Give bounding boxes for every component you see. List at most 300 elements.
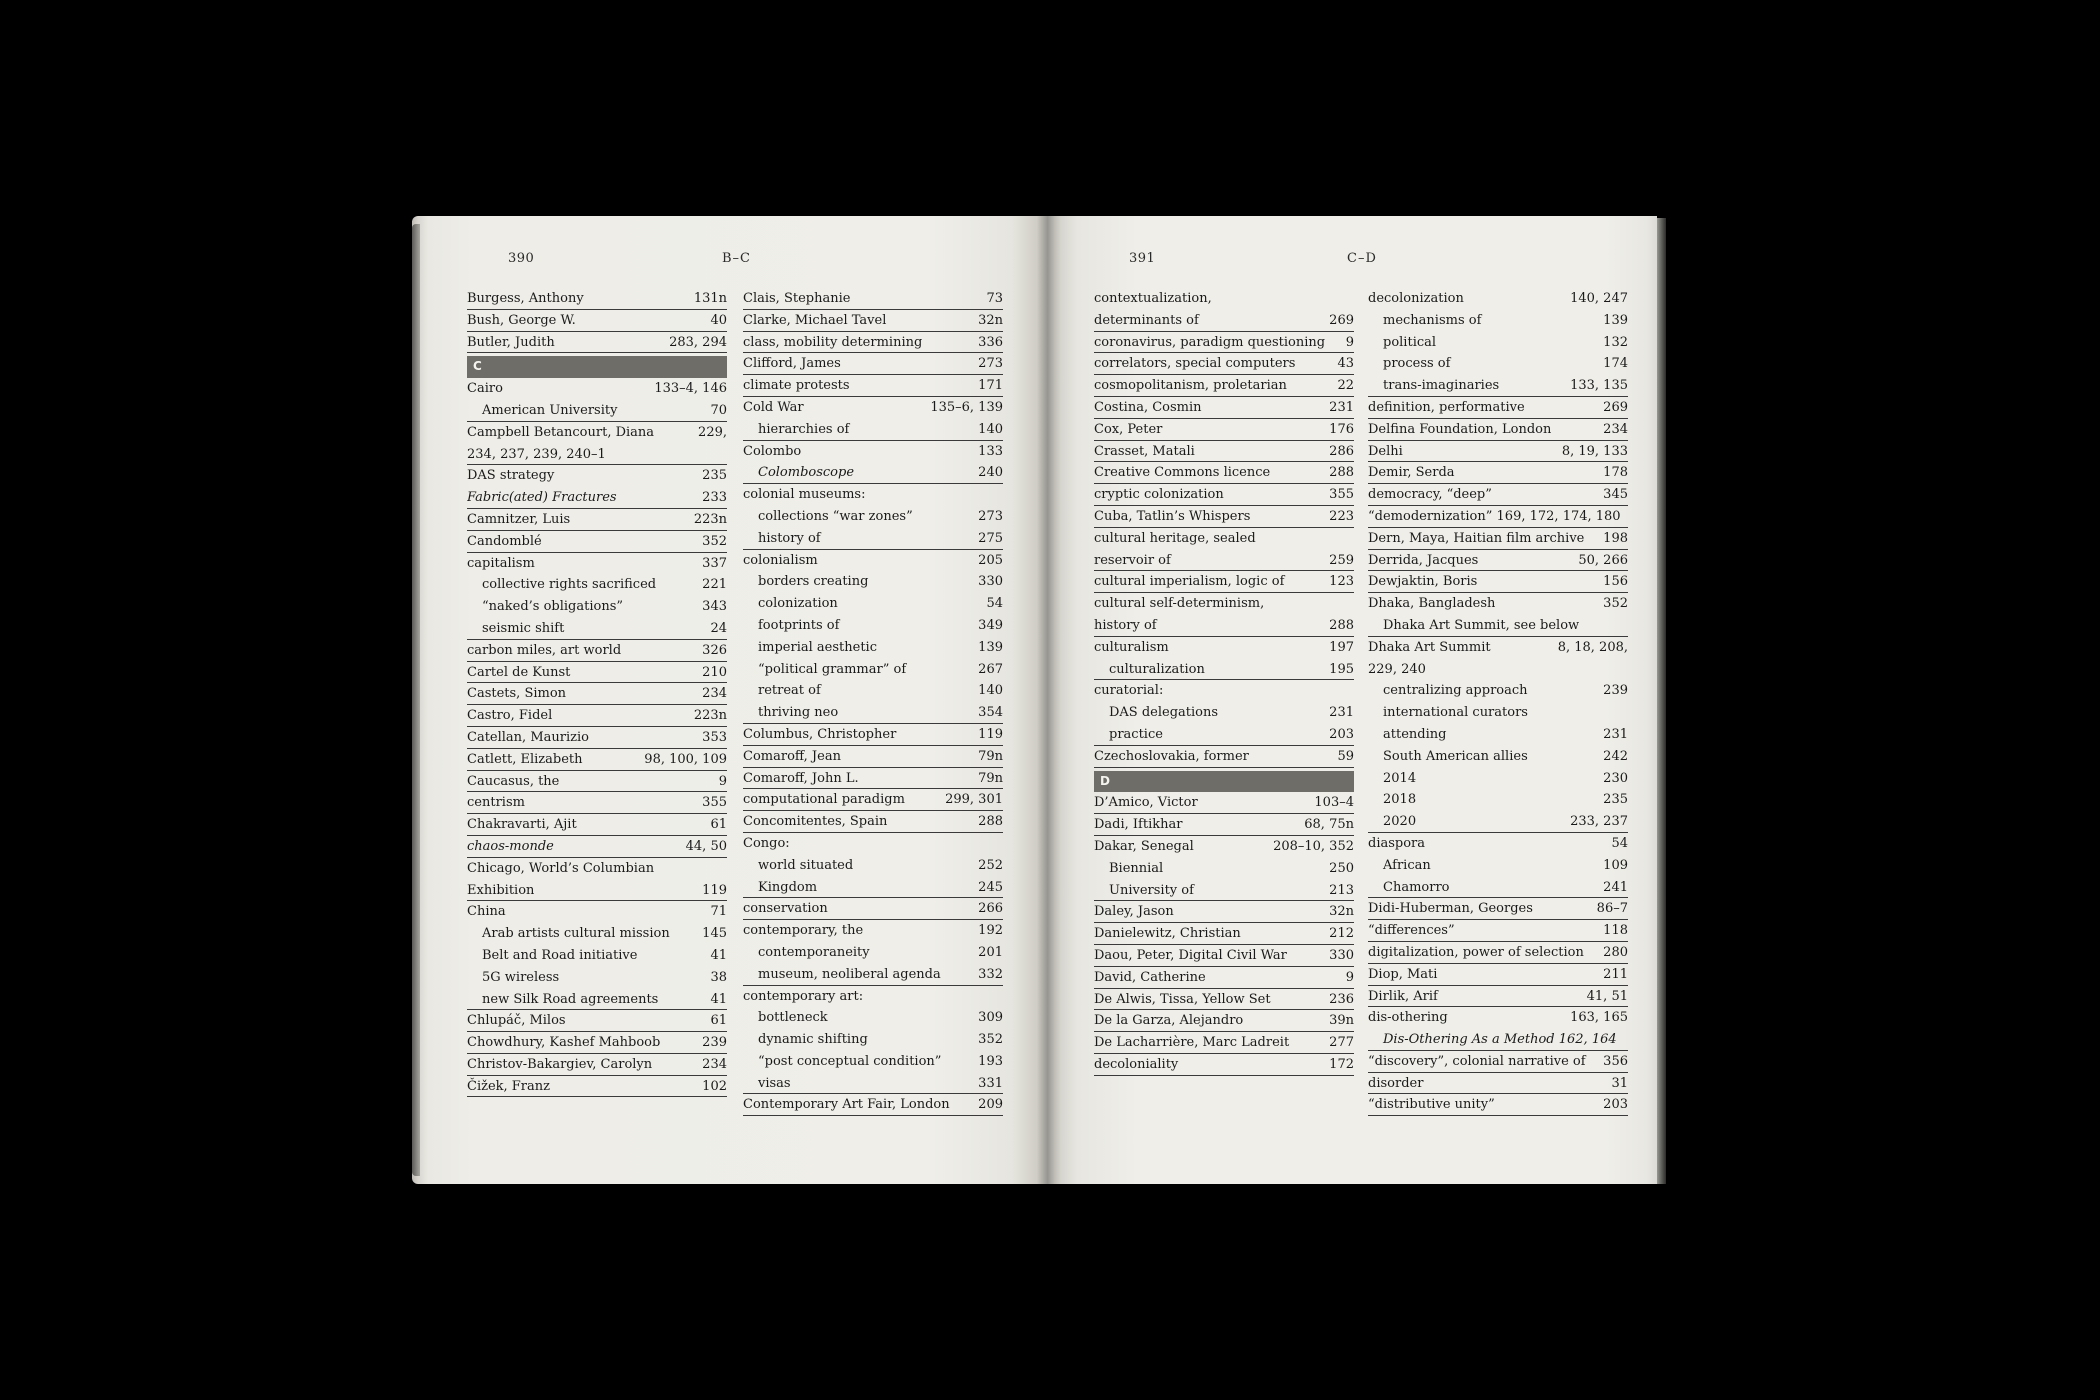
index-entry bbox=[1094, 375, 1354, 397]
index-page-refs: 356 bbox=[1603, 1053, 1628, 1069]
index-page-refs: 193 bbox=[978, 1053, 1003, 1069]
index-entry bbox=[1094, 593, 1354, 615]
index-entry bbox=[1368, 441, 1628, 463]
index-entry bbox=[1094, 880, 1354, 902]
index-term: Chamorro bbox=[1383, 879, 1450, 895]
index-term: decoloniality bbox=[1094, 1056, 1179, 1072]
index-page-refs: 250 bbox=[1329, 860, 1354, 876]
index-entry bbox=[1368, 898, 1628, 920]
index-page-refs: 286 bbox=[1329, 443, 1354, 459]
index-term: footprints of bbox=[758, 617, 840, 633]
index-term: centrism bbox=[467, 795, 525, 811]
index-page-refs: 22 bbox=[1337, 378, 1354, 394]
index-term: “political grammar” of bbox=[758, 661, 907, 677]
index-page-refs: 277 bbox=[1329, 1035, 1354, 1051]
index-page-refs: 269 bbox=[1329, 312, 1354, 328]
index-entry bbox=[467, 574, 727, 596]
index-page-refs: 205 bbox=[978, 552, 1003, 568]
index-term: Cartel de Kunst bbox=[467, 664, 571, 680]
index-entry bbox=[743, 441, 1003, 463]
index-page-refs: 210 bbox=[702, 664, 727, 680]
index-term: practice bbox=[1109, 726, 1163, 742]
index-page-refs: 326 bbox=[702, 642, 727, 658]
index-entry bbox=[743, 986, 1003, 1008]
index-entry bbox=[467, 792, 727, 814]
index-term: cultural imperialism, logic of bbox=[1094, 574, 1285, 590]
index-term: Dewjaktin, Boris bbox=[1368, 574, 1478, 590]
index-page-refs: 331 bbox=[978, 1075, 1003, 1091]
index-page-refs: 209 bbox=[978, 1097, 1003, 1113]
index-term: Daou, Peter, Digital Civil War bbox=[1094, 947, 1287, 963]
index-page-refs: 171 bbox=[978, 378, 1003, 394]
index-term: process of bbox=[1383, 356, 1451, 372]
index-entry bbox=[467, 814, 727, 836]
index-term: Demir, Serda bbox=[1368, 465, 1455, 481]
index-entry bbox=[467, 727, 727, 749]
index-term: Comaroff, Jean bbox=[743, 748, 841, 764]
index-page-refs: 73 bbox=[986, 291, 1003, 306]
index-term: Derrida, Jacques bbox=[1368, 552, 1479, 568]
index-section-heading bbox=[1094, 771, 1354, 793]
index-term: computational paradigm bbox=[743, 792, 905, 808]
index-entry bbox=[1368, 1029, 1628, 1051]
index-page-refs: 233 bbox=[702, 490, 727, 506]
index-entry bbox=[743, 768, 1003, 790]
index-entry bbox=[743, 898, 1003, 920]
index-term: Cuba, Tatlin’s Whispers bbox=[1094, 508, 1251, 524]
right-folio: 391 bbox=[1129, 251, 1156, 266]
index-page-refs: 229, bbox=[698, 424, 727, 440]
index-page-refs: 239 bbox=[702, 1035, 727, 1051]
index-page-refs: 252 bbox=[978, 857, 1003, 873]
index-entry bbox=[1368, 528, 1628, 550]
index-entry bbox=[467, 618, 727, 640]
index-page-refs: 8, 19, 133 bbox=[1561, 443, 1628, 459]
index-term: 2020 bbox=[1383, 814, 1417, 830]
section-letter: C bbox=[473, 359, 482, 374]
index-page-refs: 86–7 bbox=[1596, 901, 1628, 917]
index-page-refs: 234 bbox=[702, 686, 727, 702]
index-entry bbox=[1368, 550, 1628, 572]
index-entry bbox=[743, 637, 1003, 659]
index-term: Caucasus, the bbox=[467, 773, 560, 789]
index-term: DAS strategy bbox=[467, 468, 555, 484]
index-term: cosmopolitanism, proletarian bbox=[1094, 378, 1287, 394]
index-term: Delhi bbox=[1368, 443, 1403, 459]
index-term: disorder bbox=[1368, 1075, 1424, 1091]
index-page-refs: 118 bbox=[1603, 923, 1628, 939]
index-entry bbox=[1094, 724, 1354, 746]
index-term: Comaroff, John L. bbox=[743, 770, 859, 786]
index-page-refs: 32n bbox=[978, 312, 1003, 328]
index-term: Castro, Fidel bbox=[467, 708, 553, 724]
index-term: “post conceptual condition” bbox=[758, 1053, 942, 1069]
index-entry bbox=[1094, 637, 1354, 659]
index-entry bbox=[1368, 877, 1628, 899]
index-entry bbox=[1368, 615, 1628, 637]
index-term: history of bbox=[1094, 617, 1157, 633]
index-term: “naked’s obligations” bbox=[482, 599, 624, 615]
index-section-heading bbox=[467, 356, 727, 378]
index-term: determinants of bbox=[1094, 312, 1199, 328]
index-term: colonization bbox=[758, 596, 838, 612]
index-term: mechanisms of bbox=[1383, 312, 1482, 328]
index-entry bbox=[1094, 836, 1354, 858]
index-page-refs: 283, 294 bbox=[669, 334, 727, 350]
index-term: Crasset, Matali bbox=[1094, 443, 1195, 459]
index-entry bbox=[743, 1094, 1003, 1116]
index-entry bbox=[467, 332, 727, 354]
index-entry bbox=[467, 465, 727, 487]
index-page-refs: 275 bbox=[978, 530, 1003, 546]
index-entry bbox=[743, 506, 1003, 528]
index-term: imperial aesthetic bbox=[758, 639, 877, 655]
index-page-refs: 133 bbox=[978, 443, 1003, 459]
index-entry bbox=[1368, 789, 1628, 811]
index-page-refs: 163, 165 bbox=[1570, 1010, 1628, 1026]
index-term: De Lacharrière, Marc Ladreit bbox=[1094, 1035, 1290, 1051]
index-term: cultural heritage, sealed bbox=[1094, 530, 1256, 546]
index-entry bbox=[467, 858, 727, 880]
index-entry bbox=[743, 680, 1003, 702]
left-page-edge bbox=[412, 224, 420, 1176]
left-column-2 bbox=[743, 288, 1003, 1116]
index-page-refs: 355 bbox=[702, 795, 727, 811]
index-entry bbox=[1094, 901, 1354, 923]
index-page-refs: 140, 247 bbox=[1570, 291, 1628, 306]
index-term: American University bbox=[482, 402, 618, 418]
index-entry bbox=[1368, 506, 1628, 528]
index-page-refs: 123 bbox=[1329, 574, 1354, 590]
index-entry bbox=[743, 746, 1003, 768]
index-page-refs: 337 bbox=[702, 555, 727, 571]
index-entry bbox=[743, 855, 1003, 877]
index-page-refs: 234 bbox=[1603, 421, 1628, 437]
index-term: retreat of bbox=[758, 683, 821, 699]
index-page-refs: 330 bbox=[1329, 947, 1354, 963]
index-term: collective rights sacrificed bbox=[482, 577, 657, 593]
index-entry bbox=[743, 419, 1003, 441]
index-term: Cairo bbox=[467, 381, 503, 397]
index-term: reservoir of bbox=[1094, 552, 1171, 568]
index-term: political bbox=[1383, 334, 1437, 350]
index-entry bbox=[743, 877, 1003, 899]
index-page-refs: 213 bbox=[1329, 882, 1354, 898]
index-page-refs: 203 bbox=[1603, 1097, 1628, 1113]
index-page-refs: 353 bbox=[702, 729, 727, 745]
index-term: Delfina Foundation, London bbox=[1368, 421, 1552, 437]
index-page-refs: 197 bbox=[1329, 639, 1354, 655]
index-entry bbox=[467, 1076, 727, 1098]
index-page-refs: 41 bbox=[710, 947, 727, 963]
index-entry bbox=[743, 659, 1003, 681]
index-page-refs: 44, 50 bbox=[685, 838, 727, 854]
index-entry bbox=[1368, 332, 1628, 354]
index-term: Clifford, James bbox=[743, 356, 841, 372]
index-term: Arab artists cultural mission bbox=[482, 926, 670, 942]
index-entry bbox=[467, 531, 727, 553]
index-term: culturalism bbox=[1094, 639, 1169, 655]
index-page-refs: 38 bbox=[710, 969, 727, 985]
index-entry bbox=[743, 811, 1003, 833]
index-entry bbox=[1368, 659, 1628, 681]
index-term: Colombo bbox=[743, 443, 802, 459]
index-term: 5G wireless bbox=[482, 969, 560, 985]
index-term: De la Garza, Alejandro bbox=[1094, 1013, 1244, 1029]
index-entry bbox=[743, 571, 1003, 593]
index-term: “differences” bbox=[1368, 923, 1455, 939]
index-term: Chowdhury, Kashef Mahboob bbox=[467, 1035, 661, 1051]
index-term: centralizing approach bbox=[1383, 683, 1528, 699]
index-page-refs: 288 bbox=[1329, 617, 1354, 633]
index-page-refs: 192 bbox=[978, 923, 1003, 939]
index-page-refs: 9 bbox=[718, 773, 727, 789]
index-term: Clais, Stephanie bbox=[743, 291, 851, 306]
index-term: Dern, Maya, Haitian film archive bbox=[1368, 530, 1585, 546]
index-entry bbox=[1368, 1007, 1628, 1029]
index-entry bbox=[467, 880, 727, 902]
index-entry bbox=[743, 942, 1003, 964]
index-page-refs: 230 bbox=[1603, 770, 1628, 786]
index-entry bbox=[1368, 375, 1628, 397]
index-page-refs: 288 bbox=[1329, 465, 1354, 481]
index-entry bbox=[743, 702, 1003, 724]
index-page-refs: 133, 135 bbox=[1570, 378, 1628, 394]
index-page-refs: 223n bbox=[693, 511, 727, 527]
index-term: South American allies bbox=[1383, 748, 1528, 764]
index-entry bbox=[467, 771, 727, 793]
index-entry bbox=[467, 683, 727, 705]
index-entry bbox=[1094, 288, 1354, 310]
index-page-refs: 119 bbox=[702, 882, 727, 898]
index-page-refs: 233, 237 bbox=[1570, 814, 1628, 830]
index-term: new Silk Road agreements bbox=[482, 991, 659, 1007]
index-page-refs: 109 bbox=[1603, 857, 1628, 873]
index-term: Danielewitz, Christian bbox=[1094, 926, 1241, 942]
index-term: hierarchies of bbox=[758, 421, 850, 437]
index-term: Concomitentes, Spain bbox=[743, 814, 888, 830]
index-page-refs: 41, 51 bbox=[1586, 988, 1628, 1004]
index-entry bbox=[743, 310, 1003, 332]
index-entry bbox=[467, 945, 727, 967]
index-entry bbox=[467, 640, 727, 662]
index-term: contextualization, bbox=[1094, 291, 1212, 306]
index-term: Costina, Cosmin bbox=[1094, 399, 1202, 415]
open-book bbox=[412, 216, 1666, 1184]
index-entry bbox=[1368, 920, 1628, 942]
index-term: Congo: bbox=[743, 835, 790, 851]
index-term: Christov-Bakargiev, Carolyn bbox=[467, 1056, 653, 1072]
index-entry bbox=[467, 923, 727, 945]
index-entry bbox=[467, 967, 727, 989]
index-entry bbox=[1094, 989, 1354, 1011]
index-page-refs: 221 bbox=[702, 577, 727, 593]
index-entry bbox=[743, 1051, 1003, 1073]
index-page-refs: 259 bbox=[1329, 552, 1354, 568]
index-term: Bush, George W. bbox=[467, 312, 576, 328]
index-entry bbox=[743, 833, 1003, 855]
index-entry bbox=[1368, 397, 1628, 419]
index-entry bbox=[743, 1073, 1003, 1095]
index-term: Columbus, Christopher bbox=[743, 726, 897, 742]
index-page-refs: 8, 18, 208, bbox=[1557, 639, 1628, 655]
index-entry bbox=[1368, 811, 1628, 833]
index-page-refs: 223n bbox=[693, 708, 727, 724]
index-term: Candomblé bbox=[467, 533, 542, 549]
index-page-refs: 352 bbox=[978, 1032, 1003, 1048]
index-term: Chicago, World’s Columbian bbox=[467, 860, 655, 876]
index-page-refs: 267 bbox=[978, 661, 1003, 677]
index-entry bbox=[1094, 310, 1354, 332]
index-entry bbox=[743, 484, 1003, 506]
index-entry bbox=[1094, 571, 1354, 593]
index-entry bbox=[467, 836, 727, 858]
index-page-refs: 131n bbox=[693, 291, 727, 306]
index-entry bbox=[1368, 1073, 1628, 1095]
index-term: definition, performative bbox=[1368, 399, 1525, 415]
index-term: “demodernization” 169, 172, 174, 180 bbox=[1368, 508, 1621, 524]
index-page-refs: 24 bbox=[710, 620, 727, 636]
index-entry bbox=[743, 353, 1003, 375]
index-page-refs: 61 bbox=[710, 1013, 727, 1029]
index-page-refs: 102 bbox=[702, 1078, 727, 1094]
index-entry bbox=[1368, 462, 1628, 484]
index-page-refs: 133–4, 146 bbox=[654, 381, 727, 397]
index-term: D’Amico, Victor bbox=[1094, 795, 1198, 811]
index-page-refs: 288 bbox=[978, 814, 1003, 830]
index-entry bbox=[1094, 506, 1354, 528]
index-page-refs: 273 bbox=[978, 508, 1003, 524]
index-term: climate protests bbox=[743, 378, 850, 394]
index-term: contemporary art: bbox=[743, 988, 864, 1004]
index-term: Dis-Othering As a Method 162, 164 bbox=[1383, 1032, 1617, 1048]
index-term: conservation bbox=[743, 901, 828, 917]
index-page-refs: 71 bbox=[710, 904, 727, 920]
index-entry bbox=[1094, 550, 1354, 572]
index-term: Biennial bbox=[1109, 860, 1164, 876]
index-entry bbox=[1368, 768, 1628, 790]
index-term: 2014 bbox=[1383, 770, 1417, 786]
index-page-refs: 140 bbox=[978, 683, 1003, 699]
index-entry bbox=[743, 397, 1003, 419]
index-entry bbox=[743, 550, 1003, 572]
index-entry bbox=[1368, 637, 1628, 659]
index-page-refs: 31 bbox=[1611, 1075, 1628, 1091]
index-term: Creative Commons licence bbox=[1094, 465, 1271, 481]
index-term: trans-imaginaries bbox=[1383, 378, 1500, 394]
index-term: Catellan, Maurizio bbox=[467, 729, 589, 745]
index-page-refs: 245 bbox=[978, 879, 1003, 895]
index-page-refs: 211 bbox=[1603, 966, 1628, 982]
index-term: University of bbox=[1109, 882, 1194, 898]
index-term: Belt and Road initiative bbox=[482, 947, 638, 963]
left-folio: 390 bbox=[508, 251, 535, 266]
index-term: chaos-monde bbox=[467, 838, 554, 854]
index-page-refs: 336 bbox=[978, 334, 1003, 350]
index-entry bbox=[1368, 353, 1628, 375]
index-term: Clarke, Michael Tavel bbox=[743, 312, 887, 328]
index-page-refs: 345 bbox=[1603, 487, 1628, 503]
index-entry bbox=[1368, 419, 1628, 441]
index-entry bbox=[467, 662, 727, 684]
index-entry bbox=[1094, 814, 1354, 836]
index-page-refs: 241 bbox=[1603, 879, 1628, 895]
index-entry bbox=[467, 553, 727, 575]
index-page-refs: 239 bbox=[1603, 683, 1628, 699]
index-term: Dhaka Art Summit bbox=[1368, 639, 1491, 655]
index-page-refs: 355 bbox=[1329, 487, 1354, 503]
index-term: democracy, “deep” bbox=[1368, 487, 1492, 503]
index-entry bbox=[467, 901, 727, 923]
left-column-1 bbox=[467, 288, 727, 1097]
index-term: African bbox=[1383, 857, 1431, 873]
index-entry bbox=[743, 375, 1003, 397]
index-term: seismic shift bbox=[482, 620, 565, 636]
index-term: Burgess, Anthony bbox=[467, 291, 584, 306]
right-column-1 bbox=[1094, 288, 1354, 1076]
index-term: thriving neo bbox=[758, 705, 839, 721]
index-term: correlators, special computers bbox=[1094, 356, 1296, 372]
index-entry bbox=[1094, 462, 1354, 484]
index-page-refs: 135–6, 139 bbox=[930, 399, 1003, 415]
index-term: attending bbox=[1383, 726, 1447, 742]
index-page-refs: 40 bbox=[710, 312, 727, 328]
index-entry bbox=[467, 1010, 727, 1032]
index-entry bbox=[467, 444, 727, 466]
index-entry bbox=[467, 705, 727, 727]
index-entry bbox=[1094, 945, 1354, 967]
index-term: Dadi, Iftikhar bbox=[1094, 817, 1183, 833]
index-entry bbox=[743, 615, 1003, 637]
index-page-refs: 299, 301 bbox=[945, 792, 1003, 808]
index-entry bbox=[467, 509, 727, 531]
index-entry bbox=[743, 332, 1003, 354]
index-page-refs: 223 bbox=[1329, 508, 1354, 524]
index-page-refs: 79n bbox=[978, 770, 1003, 786]
index-term: decolonization bbox=[1368, 291, 1464, 306]
index-term: David, Catherine bbox=[1094, 969, 1206, 985]
index-term: Kingdom bbox=[758, 879, 818, 895]
index-entry bbox=[467, 1032, 727, 1054]
index-entry bbox=[743, 920, 1003, 942]
index-page-refs: 201 bbox=[978, 944, 1003, 960]
section-letter: D bbox=[1100, 773, 1110, 788]
index-page-refs: 280 bbox=[1603, 944, 1628, 960]
index-entry bbox=[1368, 964, 1628, 986]
index-entry bbox=[1094, 680, 1354, 702]
index-page-refs: 119 bbox=[978, 726, 1003, 742]
index-entry bbox=[743, 528, 1003, 550]
index-page-refs: 176 bbox=[1329, 421, 1354, 437]
index-page-refs: 68, 75n bbox=[1304, 817, 1354, 833]
index-term: Fabric(ated) Fractures bbox=[467, 490, 617, 506]
right-column-2 bbox=[1368, 288, 1628, 1116]
index-entry bbox=[1368, 833, 1628, 855]
index-term: Dhaka Art Summit, see below bbox=[1383, 617, 1580, 633]
index-term: bottleneck bbox=[758, 1010, 828, 1026]
index-term: world situated bbox=[758, 857, 854, 873]
index-entry bbox=[1094, 615, 1354, 637]
index-term: Camnitzer, Luis bbox=[467, 511, 571, 527]
index-term: Dhaka, Bangladesh bbox=[1368, 596, 1496, 612]
index-entry bbox=[1094, 441, 1354, 463]
index-entry bbox=[1368, 288, 1628, 310]
index-term: Cold War bbox=[743, 399, 804, 415]
index-entry bbox=[467, 378, 727, 400]
index-term: visas bbox=[758, 1075, 791, 1091]
index-entry bbox=[1094, 353, 1354, 375]
index-term: Butler, Judith bbox=[467, 334, 555, 350]
